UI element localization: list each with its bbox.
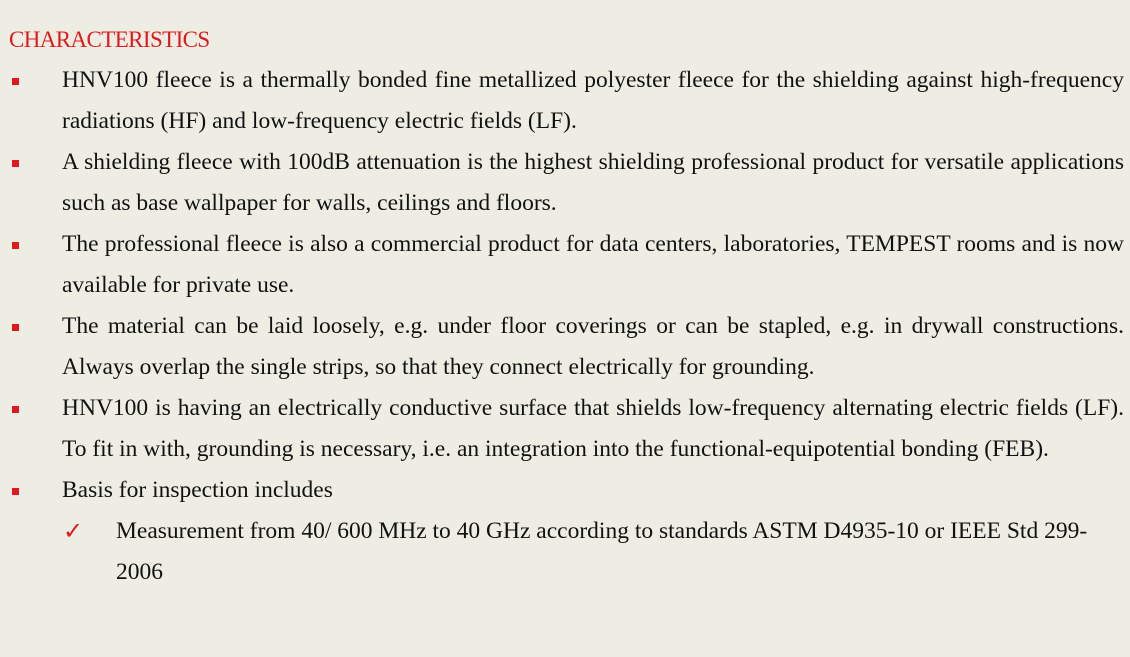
square-bullet-icon: [12, 488, 19, 495]
sublist-item-text: Measurement from 40/ 600 MHz to 40 GHz according to standards ASTM D4935-10 or IEEE Std 299-2006: [116, 518, 1088, 585]
characteristics-list: [0, 60, 1130, 593]
section-heading: CHARACTERISTICS: [9, 27, 210, 52]
checkmark-icon: ✓: [63, 517, 84, 545]
list-item-text: The professional fleece is also a commercial product for data centers, laboratories, TEMPEST rooms and is now available for private use.: [62, 231, 1124, 298]
list-item-text: HNV100 is having an electrically conductive surface that shields low-frequency alternating electric fields (LF). To fit in with, grounding is necessary, i.e. an integration into the functional-equipotential bonding (FEB).: [62, 395, 1124, 462]
list-item: [0, 142, 1130, 224]
list-item: [0, 470, 1130, 593]
inspection-sublist: [0, 511, 1130, 593]
list-item-text: The material can be laid loosely, e.g. under floor coverings or can be stapled, e.g. in drywall constructions. Always overlap the single strips, so that they connect electrically for grounding.: [62, 313, 1124, 380]
square-bullet-icon: [12, 160, 19, 167]
square-bullet-icon: [12, 78, 19, 85]
list-item: [0, 388, 1130, 470]
list-item: [0, 60, 1130, 142]
list-item-text: HNV100 fleece is a thermally bonded fine metallized polyester fleece for the shielding against high-frequency radiations (HF) and low-frequency electric fields (LF).: [62, 67, 1124, 134]
list-item-text: Basis for inspection includes: [62, 477, 333, 503]
sublist-item: [0, 511, 1130, 593]
square-bullet-icon: [12, 324, 19, 331]
list-item: [0, 224, 1130, 306]
list-item-text: A shielding fleece with 100dB attenuation is the highest shielding professional product for versatile applications such as base wallpaper for walls, ceilings and floors.: [62, 149, 1124, 216]
square-bullet-icon: [12, 242, 19, 249]
list-item: [0, 306, 1130, 388]
square-bullet-icon: [12, 406, 19, 413]
